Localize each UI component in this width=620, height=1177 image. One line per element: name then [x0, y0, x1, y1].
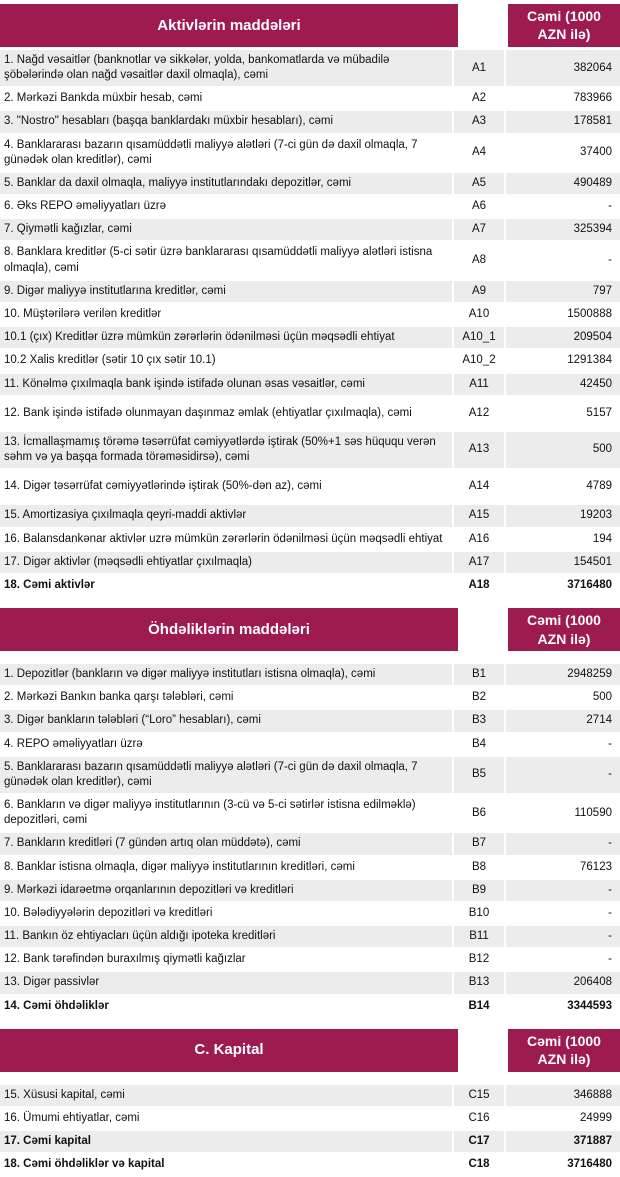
row-code: A14 [454, 470, 506, 503]
row-code: A11 [454, 374, 506, 395]
table-row [0, 327, 620, 350]
row-value: 1500888 [567, 308, 612, 320]
row-code: B4 [454, 734, 506, 755]
table-row [0, 857, 620, 880]
row-label: 9. Digər maliyyə institutlarına kreditlər, cəmi [0, 281, 454, 302]
table-row [0, 304, 620, 327]
row-label: 1. Depozitlər (bankların və digər maliyyə institutları istisna olmaqla), cəmi [0, 664, 454, 685]
table-row [0, 734, 620, 757]
row-value: 490489 [573, 176, 612, 189]
assets-header-row [0, 4, 620, 47]
row-value: 797 [592, 284, 612, 297]
header-code-gap [458, 608, 508, 651]
row-label: 1. Nağd vəsaitlər (banknotlar və sikkələr, yolda, bankomatlarda və mübadilə şöbələrində olan nağd vəsaitlər daxil olmaqla), cəmi [0, 50, 454, 86]
row-value: 4789 [586, 480, 612, 493]
row-label: 3. Digər bankların tələbləri (“Loro” hesabları), cəmi [0, 710, 454, 731]
row-code: A5 [454, 173, 506, 194]
table-row [0, 795, 620, 833]
row-code: B1 [454, 664, 506, 685]
row-value: 42450 [580, 377, 612, 390]
row-label: 12. Bank tərəfindən buraxılmış qiymətli kağızlar [0, 949, 454, 970]
row-label: 8. Banklara kreditlər (5-ci sətir üzrə banklararası qısamüddətli maliyyə alətləri istisna olmaqla), cəmi [0, 242, 454, 278]
row-value: 209504 [573, 331, 612, 344]
row-label: 5. Banklar da daxil olmaqla, maliyyə institutlarındakı depozitlər, cəmi [0, 173, 454, 194]
row-value: 206408 [573, 976, 612, 989]
table-row [0, 757, 620, 795]
table-row [0, 173, 620, 196]
liabilities-value-header: Cəmi (1000 AZN ilə) [508, 608, 620, 651]
row-value: - [608, 906, 612, 919]
liabilities-header-row [0, 608, 620, 651]
table-row [0, 903, 620, 926]
header-code-gap [458, 1029, 508, 1072]
table-row [0, 1154, 620, 1177]
row-code: A8 [454, 242, 506, 278]
table-row [0, 1108, 620, 1131]
row-code: B8 [454, 857, 506, 878]
row-label: 14. Cəmi öhdəliklər [0, 996, 454, 1017]
table-row [0, 949, 620, 972]
row-label: 15. Xüsusi kapital, cəmi [0, 1085, 454, 1106]
row-code: B5 [454, 757, 506, 793]
row-label: 3. "Nostro" hesabları (başqa banklardakı müxbir hesabları), cəmi [0, 111, 454, 132]
row-value: 3716480 [567, 1158, 612, 1171]
row-label: 14. Digər təsərrüfat cəmiyyətlərində iştirak (50%-dən az), cəmi [0, 470, 454, 503]
row-value: - [608, 768, 612, 781]
row-label: 6. Bankların və digər maliyyə institutlarının (3-cü və 5-ci sətirlər istisna edilməklə) depozitləri, cəmi [0, 795, 454, 831]
table-row [0, 664, 620, 687]
row-label: 2. Mərkəzi Bankda müxbir hesab, cəmi [0, 88, 454, 109]
table-row [0, 710, 620, 733]
row-code: A2 [454, 88, 506, 109]
row-code: A6 [454, 196, 506, 217]
row-label: 4. REPO əməliyyatları üzrə [0, 734, 454, 755]
row-label: 8. Banklar istisna olmaqla, digər maliyyə institutlarının kreditləri, cəmi [0, 857, 454, 878]
table-row [0, 505, 620, 528]
row-code: A3 [454, 111, 506, 132]
row-label: 10. Müştərilərə verilən kreditlər [0, 304, 454, 325]
assets-value-header: Cəmi (1000 AZN ilə) [508, 4, 620, 47]
row-value: - [608, 837, 612, 850]
row-value: 2714 [586, 714, 612, 727]
row-code: A9 [454, 281, 506, 302]
row-label: 17. Cəmi kapital [0, 1131, 454, 1152]
table-row [0, 50, 620, 88]
row-label: 10. Bələdiyyələrin depozitləri və kreditləri [0, 903, 454, 924]
row-label: 15. Amortizasiya çıxılmaqla qeyri-maddi aktivlər [0, 505, 454, 526]
table-row [0, 470, 620, 505]
row-value: 500 [592, 691, 612, 704]
row-value: 3344593 [567, 999, 612, 1012]
table-row [0, 219, 620, 242]
row-value: 382064 [573, 61, 612, 74]
row-code: B2 [454, 687, 506, 708]
row-label: 2. Mərkəzi Bankın banka qarşı tələbləri, cəmi [0, 687, 454, 708]
table-row [0, 880, 620, 903]
table-row [0, 350, 620, 373]
capital-section-title: C. Kapital [0, 1029, 458, 1072]
assets-rows [0, 50, 620, 598]
row-code: B6 [454, 795, 506, 831]
table-row [0, 111, 620, 134]
table-row [0, 552, 620, 575]
row-label: 10.1 (çıx) Kreditlər üzrə mümkün zərərlərin ödənilməsi üçün məqsədli ehtiyat [0, 327, 454, 348]
row-value: 5157 [586, 406, 612, 419]
row-value: - [608, 930, 612, 943]
row-code: A17 [454, 552, 506, 573]
row-label: 17. Digər aktivlər (məqsədli ehtiyatlar çıxılmaqla) [0, 552, 454, 573]
row-code: C15 [454, 1085, 506, 1106]
table-row [0, 88, 620, 111]
row-value: 371887 [573, 1135, 612, 1148]
row-value: - [608, 254, 612, 267]
row-value: 325394 [573, 223, 612, 236]
row-code: B10 [454, 903, 506, 924]
row-value: 3716480 [567, 578, 612, 591]
liabilities-rows [0, 664, 620, 1019]
row-value: 24999 [580, 1111, 612, 1124]
section-liabilities [0, 608, 620, 1019]
row-label: 16. Ümumi ehtiyatlar, cəmi [0, 1108, 454, 1129]
row-code: A10_2 [454, 350, 506, 371]
row-code: C16 [454, 1108, 506, 1129]
row-code: A16 [454, 529, 506, 550]
row-label: 18. Cəmi öhdəliklər və kapital [0, 1154, 454, 1175]
row-value: 110590 [574, 806, 612, 819]
section-assets [0, 4, 620, 598]
capital-value-header: Cəmi (1000 AZN ilə) [508, 1029, 620, 1072]
table-row [0, 575, 620, 598]
row-code: C18 [454, 1154, 506, 1175]
row-code: A12 [454, 397, 506, 430]
table-row [0, 397, 620, 432]
row-value: 194 [592, 532, 612, 545]
row-code: A7 [454, 219, 506, 240]
row-label: 10.2 Xalis kreditlər (sətir 10 çıx sətir 10.1) [0, 350, 454, 371]
table-row [0, 972, 620, 995]
row-code: B7 [454, 833, 506, 854]
row-code: B12 [454, 949, 506, 970]
row-label: 11. Könəlmə çıxılmaqla bank işində istifadə olunan əsas vəsaitlər, cəmi [0, 374, 454, 395]
row-value: - [608, 200, 612, 213]
row-value: 37400 [580, 146, 612, 159]
row-value: 154501 [573, 555, 612, 568]
row-value: - [608, 883, 612, 896]
row-value: 1291384 [567, 354, 612, 367]
row-value: 19203 [580, 509, 612, 522]
row-label: 7. Qiymətli kağızlar, cəmi [0, 219, 454, 240]
row-code: A10 [454, 304, 506, 325]
row-label: 13. İcmallaşmamış törəmə təsərrüfat cəmiyyətlərdə iştirak (50%+1 səs hüququ verən səhm və ya başqa formada törəməsidirsə), cəmi [0, 432, 454, 468]
row-value: 76123 [580, 860, 612, 873]
row-code: C17 [454, 1131, 506, 1152]
table-row [0, 1085, 620, 1108]
row-code: A4 [454, 135, 506, 171]
row-value: - [608, 737, 612, 750]
row-label: 9. Mərkəzi idarəetmə orqanlarının depozitləri və kreditləri [0, 880, 454, 901]
assets-section-title: Aktivlərin maddələri [0, 4, 458, 47]
row-code: B14 [454, 996, 506, 1017]
row-label: 11. Bankın öz ehtiyacları üçün aldığı ipoteka kreditləri [0, 926, 454, 947]
row-code: A1 [454, 50, 506, 86]
table-row [0, 926, 620, 949]
row-value: 783966 [573, 92, 612, 105]
table-row [0, 242, 620, 280]
liabilities-section-title: Öhdəliklərin maddələri [0, 608, 458, 651]
row-label: 12. Bank işində istifadə olunmayan daşınmaz əmlak (ehtiyatlar çıxılmaqla), cəmi [0, 397, 454, 430]
row-code: B13 [454, 972, 506, 993]
row-code: A13 [454, 432, 506, 468]
row-code: B9 [454, 880, 506, 901]
row-value: 178581 [573, 115, 612, 128]
table-row [0, 374, 620, 397]
table-row [0, 135, 620, 173]
table-row [0, 1131, 620, 1154]
row-code: A10_1 [454, 327, 506, 348]
table-row [0, 196, 620, 219]
row-label: 7. Bankların kreditləri (7 gündən artıq olan müddətə), cəmi [0, 833, 454, 854]
row-value: 2948259 [567, 668, 612, 680]
row-code: A18 [454, 575, 506, 596]
capital-header-row [0, 1029, 620, 1072]
row-label: 6. Əks REPO əməliyyatları üzrə [0, 196, 454, 217]
row-code: B3 [454, 710, 506, 731]
row-label: 18. Cəmi aktivlər [0, 575, 454, 596]
row-value: 500 [592, 443, 612, 456]
row-label: 5. Banklararası bazarın qısamüddətli maliyyə alətləri (7-ci gün də daxil olmaqla, 7 günədək olan kreditlər), cəmi [0, 757, 454, 793]
row-value: - [608, 953, 612, 966]
row-code: A15 [454, 505, 506, 526]
table-row [0, 687, 620, 710]
table-row [0, 529, 620, 552]
section-capital [0, 1029, 620, 1177]
table-row [0, 432, 620, 470]
row-label: 16. Balansdankənar aktivlər uzrə mümkün zərərlərin ödənilməsi üçün məqsədli ehtiyat [0, 529, 454, 550]
table-row [0, 281, 620, 304]
row-label: 4. Banklararası bazarın qısamüddətli maliyyə alətləri (7-ci gün də daxil olmaqla, 7 günədək olan kreditlər), cəmi [0, 135, 454, 171]
row-code: B11 [454, 926, 506, 947]
row-label: 13. Digər passivlər [0, 972, 454, 993]
table-row [0, 996, 620, 1019]
row-value: 346888 [573, 1088, 612, 1101]
header-code-gap [458, 4, 508, 47]
capital-rows [0, 1085, 620, 1177]
table-row [0, 833, 620, 856]
